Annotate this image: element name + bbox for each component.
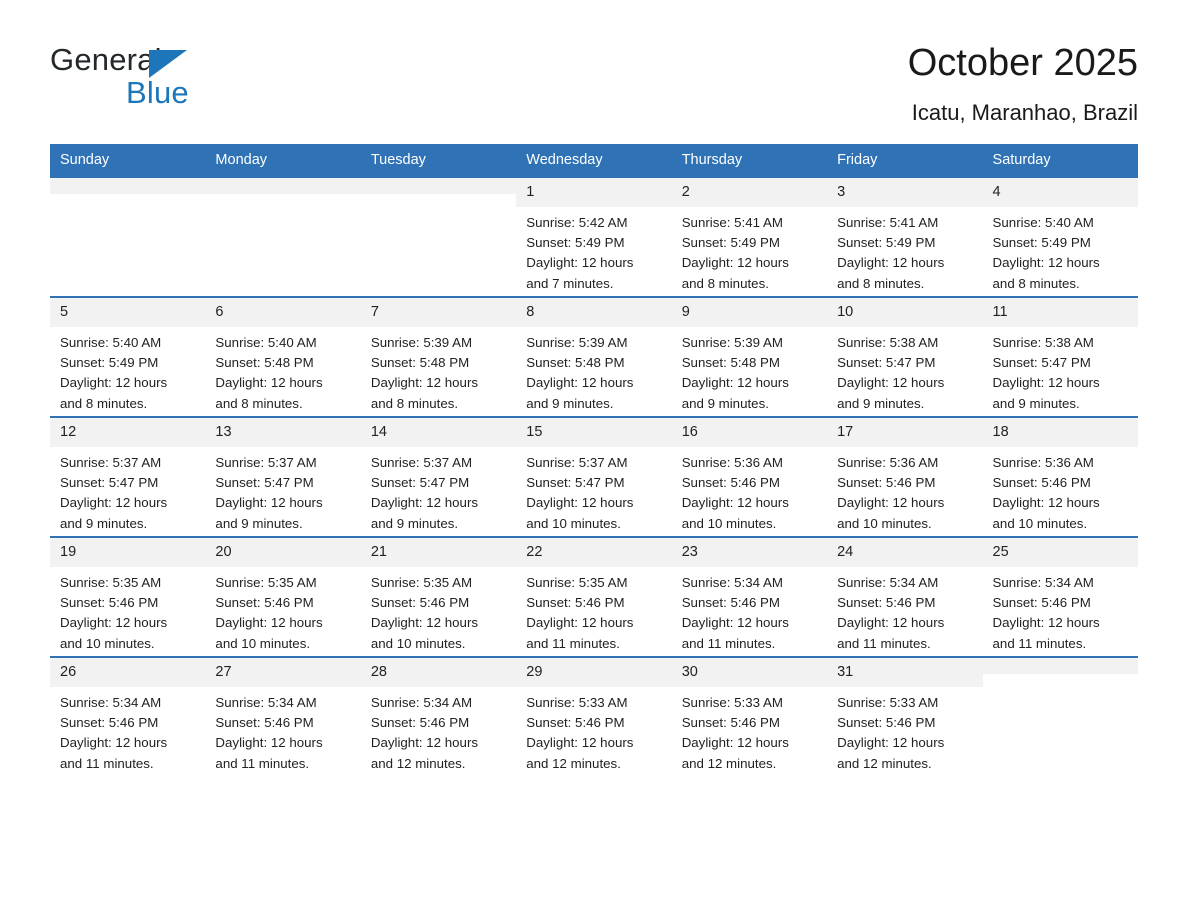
day-detail-line: Daylight: 12 hours [215, 375, 323, 391]
day-detail-line: and 11 minutes. [681, 635, 776, 651]
day-number: 9 [672, 298, 827, 327]
day-detail-line: Sunrise: 5:40 AM [215, 335, 317, 350]
day-detail-line: and 8 minutes. [370, 395, 459, 411]
day-detail-line: Daylight: 12 hours [370, 375, 479, 391]
day-detail-line: Sunrise: 5:34 AM [837, 575, 939, 590]
day-details [827, 207, 982, 294]
day-number: 26 [50, 658, 205, 687]
day-detail-line: and 10 minutes. [526, 515, 621, 531]
calendar-day-cell[interactable] [205, 657, 360, 776]
day-detail-line: and 11 minutes. [992, 635, 1087, 651]
day-detail-line: Sunset: 5:46 PM [681, 595, 780, 611]
calendar-week-row [50, 297, 1138, 417]
day-number: 1 [516, 178, 671, 207]
day-number: 28 [361, 658, 516, 687]
day-detail-line: Sunrise: 5:35 AM [370, 575, 473, 590]
calendar-day-cell[interactable] [672, 297, 827, 417]
day-detail-line: Daylight: 12 hours [837, 735, 945, 751]
day-detail-line: and 9 minutes. [60, 515, 148, 531]
day-details [205, 687, 360, 774]
day-detail-line: and 12 minutes. [681, 755, 777, 771]
day-detail-line: Sunset: 5:48 PM [681, 355, 780, 371]
calendar-day-cell[interactable] [983, 177, 1138, 297]
day-detail-line: Sunset: 5:46 PM [60, 715, 159, 731]
day-detail-line: Sunrise: 5:33 AM [681, 695, 783, 710]
day-detail-line: and 9 minutes. [370, 515, 459, 531]
day-detail-line: and 9 minutes. [215, 515, 303, 531]
day-detail-line: Sunrise: 5:38 AM [992, 335, 1094, 350]
day-number: 7 [361, 298, 516, 327]
calendar-day-cell[interactable] [672, 657, 827, 776]
day-details [50, 687, 205, 774]
day-detail-line: Sunset: 5:47 PM [215, 475, 314, 491]
day-number: 22 [516, 538, 671, 567]
day-detail-line: Sunset: 5:48 PM [370, 355, 470, 371]
day-number [205, 178, 360, 194]
location-subtitle: Icatu, Maranhao, Brazil [911, 99, 1138, 125]
day-details [516, 687, 671, 774]
day-number: 23 [672, 538, 827, 567]
day-detail-line: Sunset: 5:46 PM [837, 715, 936, 731]
day-number: 31 [827, 658, 982, 687]
calendar-day-cell[interactable] [205, 537, 360, 657]
day-detail-line: Sunset: 5:46 PM [526, 715, 625, 731]
day-detail-line: Sunset: 5:48 PM [215, 355, 314, 371]
day-details [516, 327, 671, 414]
day-number: 12 [50, 418, 205, 447]
day-details [672, 207, 827, 294]
day-detail-line: Daylight: 12 hours [992, 495, 1100, 511]
day-detail-line: Sunrise: 5:36 AM [837, 455, 939, 470]
day-detail-line: Daylight: 12 hours [526, 255, 634, 271]
day-detail-line: Sunset: 5:46 PM [215, 715, 314, 731]
day-details [50, 447, 205, 534]
weekday-header-saturday: Saturday [983, 144, 1138, 177]
calendar-day-cell[interactable] [827, 537, 982, 657]
calendar-day-cell[interactable] [827, 297, 982, 417]
day-detail-line: Sunset: 5:49 PM [837, 235, 936, 251]
day-detail-line: Daylight: 12 hours [60, 495, 168, 511]
day-detail-line: and 9 minutes. [992, 395, 1080, 411]
day-detail-line: and 11 minutes. [215, 755, 310, 771]
day-number: 6 [205, 298, 360, 327]
day-detail-line: Sunrise: 5:34 AM [992, 575, 1094, 590]
day-details [983, 447, 1138, 534]
day-detail-line: Sunrise: 5:33 AM [526, 695, 628, 710]
day-detail-line: Daylight: 12 hours [60, 735, 168, 751]
day-detail-line: and 11 minutes. [837, 635, 931, 651]
day-detail-line: Sunset: 5:46 PM [60, 595, 159, 611]
calendar-day-cell[interactable] [516, 177, 671, 297]
calendar-day-cell[interactable] [672, 417, 827, 537]
calendar-day-cell[interactable] [672, 177, 827, 297]
day-detail-line: Sunrise: 5:39 AM [526, 335, 628, 350]
weekday-header-tuesday: Tuesday [361, 144, 516, 177]
day-detail-line: Sunset: 5:46 PM [681, 475, 780, 491]
day-details [361, 327, 516, 414]
day-detail-line: Sunrise: 5:33 AM [837, 695, 939, 710]
day-detail-line: Daylight: 12 hours [681, 615, 789, 631]
day-number: 3 [827, 178, 982, 207]
calendar-day-cell[interactable] [672, 537, 827, 657]
day-detail-line: and 8 minutes. [215, 395, 303, 411]
day-detail-line: Sunrise: 5:36 AM [681, 455, 783, 470]
calendar-week-row [50, 537, 1138, 657]
calendar-day-cell[interactable] [361, 537, 516, 657]
day-details [50, 327, 205, 414]
day-detail-line: Sunrise: 5:39 AM [370, 335, 473, 350]
day-detail-line: Sunset: 5:46 PM [992, 475, 1091, 491]
calendar-empty-cell [205, 177, 360, 297]
day-detail-line: Sunrise: 5:42 AM [526, 215, 628, 230]
day-detail-line: Sunset: 5:49 PM [60, 355, 159, 371]
day-details [205, 327, 360, 414]
day-detail-line: Daylight: 12 hours [526, 495, 634, 511]
calendar-day-cell[interactable] [50, 537, 205, 657]
day-details [516, 567, 671, 654]
day-detail-line: Daylight: 12 hours [837, 375, 945, 391]
day-details [672, 567, 827, 654]
day-detail-line: and 10 minutes. [681, 515, 777, 531]
day-detail-line: Daylight: 12 hours [370, 495, 479, 511]
day-detail-line: Daylight: 12 hours [837, 255, 945, 271]
day-number [983, 658, 1138, 674]
day-number: 24 [827, 538, 982, 567]
day-details [983, 327, 1138, 414]
calendar-day-cell[interactable] [983, 297, 1138, 417]
day-details [983, 567, 1138, 654]
day-detail-line: Daylight: 12 hours [992, 375, 1100, 391]
calendar-day-cell[interactable] [516, 417, 671, 537]
calendar-week-row [50, 657, 1138, 776]
day-number: 21 [361, 538, 516, 567]
day-detail-line: Daylight: 12 hours [837, 495, 945, 511]
day-detail-line: Daylight: 12 hours [992, 255, 1100, 271]
day-details [827, 687, 982, 774]
calendar-week-row [50, 177, 1138, 297]
day-number: 17 [827, 418, 982, 447]
day-detail-line: Sunset: 5:46 PM [215, 595, 314, 611]
day-detail-line: and 9 minutes. [526, 395, 614, 411]
calendar-day-cell[interactable] [827, 417, 982, 537]
day-detail-line: Sunrise: 5:41 AM [681, 215, 783, 230]
day-details [827, 327, 982, 414]
title-block [908, 44, 1138, 126]
calendar-day-cell[interactable] [827, 657, 982, 776]
day-detail-line: Sunset: 5:46 PM [837, 475, 936, 491]
day-detail-line: Sunrise: 5:37 AM [370, 455, 473, 470]
day-detail-line: Sunset: 5:46 PM [681, 715, 780, 731]
day-number: 11 [983, 298, 1138, 327]
day-detail-line: and 10 minutes. [215, 635, 311, 651]
day-detail-line: and 8 minutes. [681, 275, 769, 291]
calendar-day-cell[interactable] [205, 417, 360, 537]
day-detail-line: and 8 minutes. [60, 395, 148, 411]
calendar-day-cell[interactable] [983, 537, 1138, 657]
day-number: 25 [983, 538, 1138, 567]
calendar-day-cell[interactable] [516, 297, 671, 417]
calendar-table [50, 144, 1138, 776]
day-detail-line: and 7 minutes. [526, 275, 614, 291]
day-detail-line: Daylight: 12 hours [681, 375, 789, 391]
day-detail-line: Sunset: 5:46 PM [526, 595, 625, 611]
day-detail-line: and 12 minutes. [837, 755, 932, 771]
day-number: 10 [827, 298, 982, 327]
logo-word-general: General [50, 42, 162, 77]
day-detail-line: Daylight: 12 hours [215, 615, 323, 631]
day-detail-line: Daylight: 12 hours [370, 735, 479, 751]
day-details [672, 447, 827, 534]
day-detail-line: Sunset: 5:46 PM [370, 595, 470, 611]
day-detail-line: Sunset: 5:47 PM [992, 355, 1091, 371]
day-details [205, 567, 360, 654]
day-detail-line: and 8 minutes. [837, 275, 925, 291]
day-detail-line: Sunset: 5:47 PM [526, 475, 625, 491]
day-number [361, 178, 516, 194]
day-detail-line: Sunset: 5:48 PM [526, 355, 625, 371]
day-detail-line: Sunrise: 5:34 AM [681, 575, 783, 590]
day-detail-line: Sunset: 5:46 PM [992, 595, 1091, 611]
day-detail-line: Daylight: 12 hours [526, 375, 634, 391]
day-detail-line: Daylight: 12 hours [526, 615, 634, 631]
calendar-empty-cell [983, 657, 1138, 776]
calendar-empty-cell [50, 177, 205, 297]
day-detail-line: and 12 minutes. [370, 755, 466, 771]
day-detail-line: Sunrise: 5:36 AM [992, 455, 1094, 470]
calendar-day-cell[interactable] [50, 417, 205, 537]
day-number [50, 178, 205, 194]
day-details [361, 567, 516, 654]
day-detail-line: Sunrise: 5:38 AM [837, 335, 939, 350]
day-detail-line: Daylight: 12 hours [60, 615, 168, 631]
day-detail-line: Daylight: 12 hours [370, 615, 479, 631]
day-detail-line: Daylight: 12 hours [215, 495, 323, 511]
general-blue-logo [50, 44, 300, 108]
weekday-header-row [50, 144, 1138, 177]
day-detail-line: and 9 minutes. [681, 395, 769, 411]
day-detail-line: Sunrise: 5:37 AM [215, 455, 317, 470]
day-number: 5 [50, 298, 205, 327]
day-detail-line: and 10 minutes. [370, 635, 466, 651]
day-detail-line: Sunrise: 5:34 AM [370, 695, 473, 710]
weekday-header-sunday: Sunday [50, 144, 205, 177]
page-header [50, 0, 1138, 125]
day-detail-line: Sunrise: 5:40 AM [60, 335, 162, 350]
day-detail-line: and 10 minutes. [837, 515, 932, 531]
day-detail-line: and 10 minutes. [60, 635, 155, 651]
day-details [361, 447, 516, 534]
calendar-day-cell[interactable] [516, 537, 671, 657]
logo-word-blue: Blue [126, 75, 189, 110]
day-detail-line: and 8 minutes. [992, 275, 1080, 291]
day-details [516, 207, 671, 294]
day-details [50, 567, 205, 654]
calendar-day-cell[interactable] [361, 657, 516, 776]
calendar-body [50, 177, 1138, 776]
page-title: October 2025 [907, 42, 1138, 84]
calendar-week-row [50, 417, 1138, 537]
day-number: 16 [672, 418, 827, 447]
day-number: 15 [516, 418, 671, 447]
day-detail-line: Sunset: 5:46 PM [370, 715, 470, 731]
weekday-header-thursday: Thursday [672, 144, 827, 177]
day-details [516, 447, 671, 534]
calendar-day-cell[interactable] [983, 417, 1138, 537]
day-detail-line: Daylight: 12 hours [992, 615, 1100, 631]
weekday-header-friday: Friday [827, 144, 982, 177]
day-detail-line: Daylight: 12 hours [60, 375, 168, 391]
day-number: 4 [983, 178, 1138, 207]
day-details [361, 687, 516, 774]
day-detail-line: and 11 minutes. [60, 755, 154, 771]
day-detail-line: Daylight: 12 hours [681, 255, 789, 271]
day-details [672, 687, 827, 774]
day-details [205, 447, 360, 534]
day-detail-line: Sunset: 5:49 PM [526, 235, 625, 251]
day-detail-line: Daylight: 12 hours [681, 495, 789, 511]
day-detail-line: Sunrise: 5:35 AM [215, 575, 317, 590]
day-detail-line: Sunrise: 5:37 AM [60, 455, 162, 470]
day-detail-line: and 10 minutes. [992, 515, 1088, 531]
day-number: 18 [983, 418, 1138, 447]
day-number: 13 [205, 418, 360, 447]
day-number: 30 [672, 658, 827, 687]
day-detail-line: Daylight: 12 hours [837, 615, 945, 631]
day-detail-line: Sunset: 5:47 PM [60, 475, 159, 491]
weekday-header-wednesday: Wednesday [516, 144, 671, 177]
day-number: 8 [516, 298, 671, 327]
day-detail-line: Sunrise: 5:34 AM [60, 695, 162, 710]
day-details [672, 327, 827, 414]
day-detail-line: Sunset: 5:49 PM [681, 235, 780, 251]
day-detail-line: Sunrise: 5:39 AM [681, 335, 783, 350]
calendar-day-cell[interactable] [516, 657, 671, 776]
day-details [827, 447, 982, 534]
day-detail-line: Sunrise: 5:34 AM [215, 695, 317, 710]
day-detail-line: Sunrise: 5:37 AM [526, 455, 628, 470]
calendar-day-cell[interactable] [205, 297, 360, 417]
weekday-header-monday: Monday [205, 144, 360, 177]
day-detail-line: Sunrise: 5:35 AM [60, 575, 162, 590]
day-detail-line: Sunset: 5:47 PM [837, 355, 936, 371]
day-number: 27 [205, 658, 360, 687]
day-detail-line: and 9 minutes. [837, 395, 925, 411]
calendar-day-cell[interactable] [361, 297, 516, 417]
day-number: 2 [672, 178, 827, 207]
day-detail-line: Daylight: 12 hours [681, 735, 789, 751]
day-detail-line: and 12 minutes. [526, 755, 621, 771]
day-detail-line: Daylight: 12 hours [526, 735, 634, 751]
day-detail-line: Sunrise: 5:40 AM [992, 215, 1094, 230]
day-details [827, 567, 982, 654]
day-detail-line: Sunset: 5:46 PM [837, 595, 936, 611]
day-detail-line: Sunrise: 5:35 AM [526, 575, 628, 590]
day-details [983, 207, 1138, 294]
day-number: 20 [205, 538, 360, 567]
triangle-icon [149, 50, 187, 78]
day-number: 29 [516, 658, 671, 687]
calendar-empty-cell [361, 177, 516, 297]
day-detail-line: Sunset: 5:47 PM [370, 475, 470, 491]
day-number: 19 [50, 538, 205, 567]
day-detail-line: Daylight: 12 hours [215, 735, 323, 751]
day-number: 14 [361, 418, 516, 447]
day-detail-line: and 11 minutes. [526, 635, 620, 651]
calendar-day-cell[interactable] [50, 297, 205, 417]
calendar-day-cell[interactable] [361, 417, 516, 537]
day-detail-line: Sunset: 5:49 PM [992, 235, 1091, 251]
calendar-day-cell[interactable] [827, 177, 982, 297]
calendar-day-cell[interactable] [50, 657, 205, 776]
day-detail-line: Sunrise: 5:41 AM [837, 215, 939, 230]
